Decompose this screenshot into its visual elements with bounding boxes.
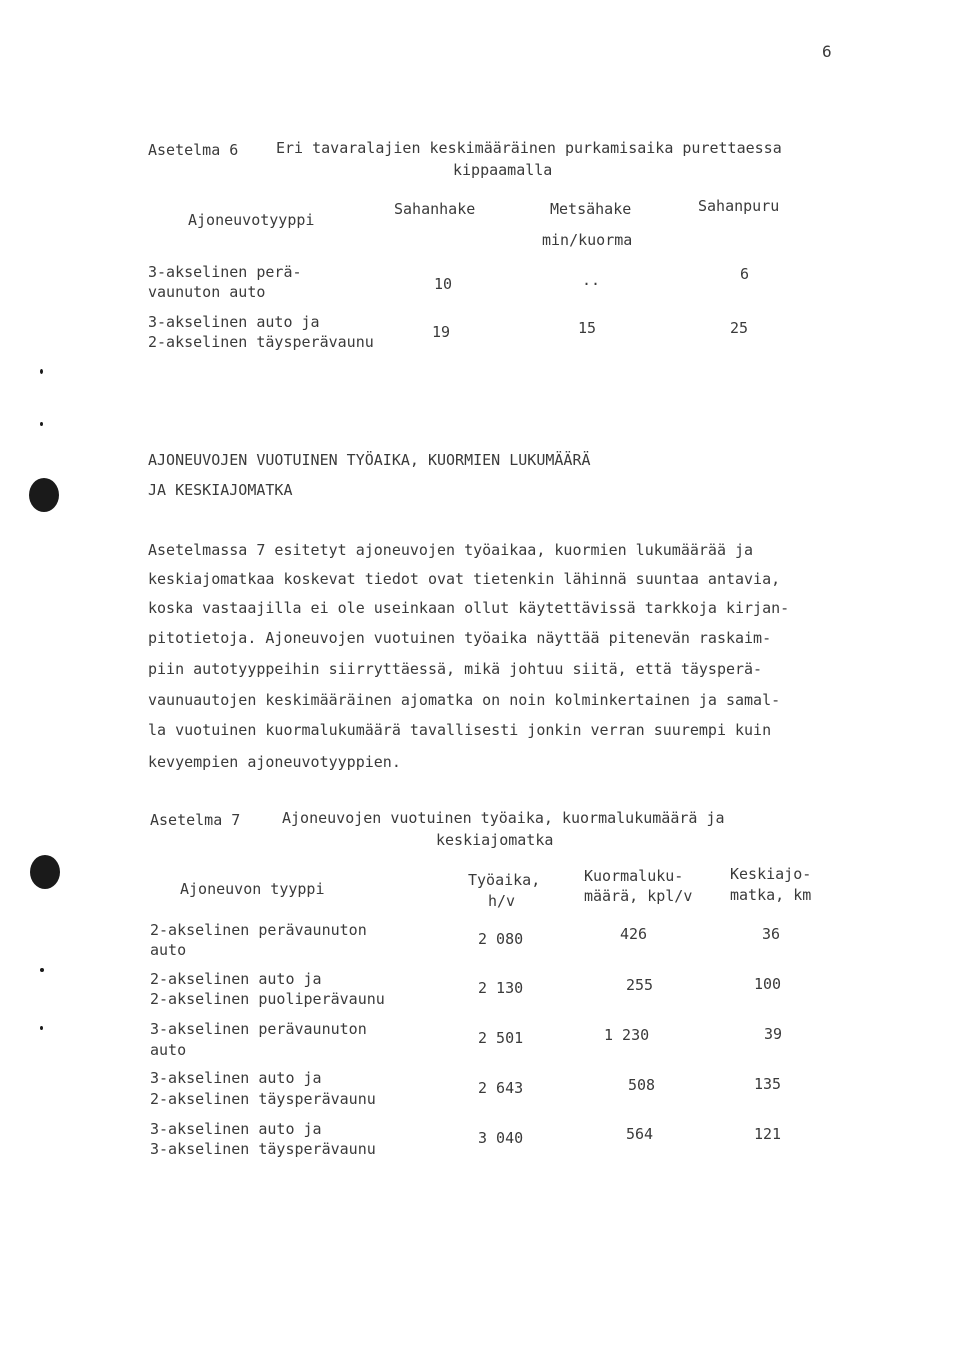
table7-header-hours-line1: Työaika, <box>468 871 541 889</box>
table6-row-vehicle-line1: 3-akselinen auto ja <box>148 313 320 331</box>
table7-cell-hours: 2 130 <box>478 979 524 997</box>
scan-speck <box>40 1026 43 1030</box>
table7-cell-hours: 3 040 <box>478 1129 524 1147</box>
table6-header-sahanhake: Sahanhake <box>394 200 476 218</box>
table7-header-loads-line2: määrä, kpl/v <box>584 887 693 905</box>
table6-cell-sahanhake: 10 <box>434 275 453 293</box>
table7-row-type-line1: 3-akselinen perävaunuton <box>150 1020 367 1038</box>
table7-cell-trip: 135 <box>754 1075 782 1093</box>
table7-cell-loads: 508 <box>628 1076 656 1094</box>
table6-cell-sahanpuru: 6 <box>740 265 750 283</box>
table7-cell-trip: 100 <box>754 975 782 993</box>
paragraph-line: pitotietoja. Ajoneuvojen vuotuinen työaika näyttää pitenevän raskaim- <box>148 629 772 647</box>
paragraph-line: Asetelmassa 7 esitetyt ajoneuvojen työaikaa, kuormien lukumäärää ja <box>148 541 754 559</box>
table7-title-line2: keskiajomatka <box>436 831 554 849</box>
punch-hole-mark <box>29 478 59 512</box>
table7-cell-hours: 2 643 <box>478 1079 524 1097</box>
table6-row-vehicle-line2: vaunuton auto <box>148 283 266 301</box>
table6-title-line1: Eri tavaralajien keskimääräinen purkamisaika purettaessa <box>276 139 782 157</box>
scan-speck <box>40 369 43 374</box>
scan-speck <box>40 968 44 972</box>
table6-unit: min/kuorma <box>542 231 633 249</box>
table7-cell-hours: 2 080 <box>478 930 524 948</box>
table7-header-hours-line2: h/v <box>488 892 516 910</box>
table7-label: Asetelma 7 <box>150 811 241 829</box>
table7-cell-loads: 255 <box>626 976 654 994</box>
table7-row-type-line2: auto <box>150 1041 187 1059</box>
table6-header-vehicle: Ajoneuvotyyppi <box>188 211 315 229</box>
table7-row-type-line2: 2-akselinen täysperävaunu <box>150 1090 376 1108</box>
table6-header-metsahake: Metsähake <box>550 200 632 218</box>
table7-header-loads-line1: Kuormaluku- <box>584 867 684 885</box>
paragraph-line: keskiajomatkaa koskevat tiedot ovat tietenkin lähinnä suuntaa antavia, <box>148 570 781 588</box>
table7-row-type-line2: auto <box>150 941 187 959</box>
table7-header-type: Ajoneuvon tyyppi <box>180 880 325 898</box>
table7-row-type-line1: 2-akselinen perävaunuton <box>150 921 367 939</box>
section-heading-line2: JA KESKIAJOMATKA <box>148 481 293 499</box>
page-number: 6 <box>822 42 832 61</box>
table6-header-sahanpuru: Sahanpuru <box>698 197 780 215</box>
table7-cell-loads: 1 230 <box>604 1026 650 1044</box>
punch-hole-mark <box>30 855 60 889</box>
table7-title-line1: Ajoneuvojen vuotuinen työaika, kuormalukumäärä ja <box>282 809 725 827</box>
table6-cell-metsahake: .. <box>582 271 601 289</box>
table7-header-trip-line1: Keskiajo- <box>730 865 812 883</box>
section-heading-line1: AJONEUVOJEN VUOTUINEN TYÖAIKA, KUORMIEN LUKUMÄÄRÄ <box>148 451 591 469</box>
table7-cell-trip: 39 <box>764 1025 783 1043</box>
table7-cell-hours: 2 501 <box>478 1029 524 1047</box>
table6-title-line2: kippaamalla <box>453 161 553 179</box>
table7-row-type-line1: 3-akselinen auto ja <box>150 1120 322 1138</box>
table7-cell-trip: 121 <box>754 1125 782 1143</box>
paragraph-line: vaunuautojen keskimääräinen ajomatka on noin kolminkertainen ja samal- <box>148 691 781 709</box>
paragraph-line: koska vastaajilla ei ole useinkaan ollut käytettävissä tarkkoja kirjan- <box>148 599 790 617</box>
table7-cell-trip: 36 <box>762 925 781 943</box>
table7-header-trip-line2: matka, km <box>730 886 812 904</box>
scan-speck <box>40 422 43 426</box>
table7-cell-loads: 564 <box>626 1125 654 1143</box>
table7-row-type-line2: 2-akselinen puoliperävaunu <box>150 990 385 1008</box>
table7-cell-loads: 426 <box>620 925 648 943</box>
table6-cell-sahanpuru: 25 <box>730 319 749 337</box>
table6-cell-metsahake: 15 <box>578 319 597 337</box>
table7-row-type-line1: 3-akselinen auto ja <box>150 1069 322 1087</box>
table6-cell-sahanhake: 19 <box>432 323 451 341</box>
table7-row-type-line1: 2-akselinen auto ja <box>150 970 322 988</box>
paragraph-line: piin autotyyppeihin siirryttäessä, mikä johtuu siitä, että täysperä- <box>148 660 763 678</box>
table7-row-type-line2: 3-akselinen täysperävaunu <box>150 1140 376 1158</box>
paragraph-line: kevyempien ajoneuvotyyppien. <box>148 753 401 771</box>
paragraph-line: la vuotuinen kuormalukumäärä tavallisesti jonkin verran suurempi kuin <box>148 721 772 739</box>
table6-row-vehicle-line1: 3-akselinen perä- <box>148 263 302 281</box>
table6-label: Asetelma 6 <box>148 141 239 159</box>
table6-row-vehicle-line2: 2-akselinen täysperävaunu <box>148 333 374 351</box>
